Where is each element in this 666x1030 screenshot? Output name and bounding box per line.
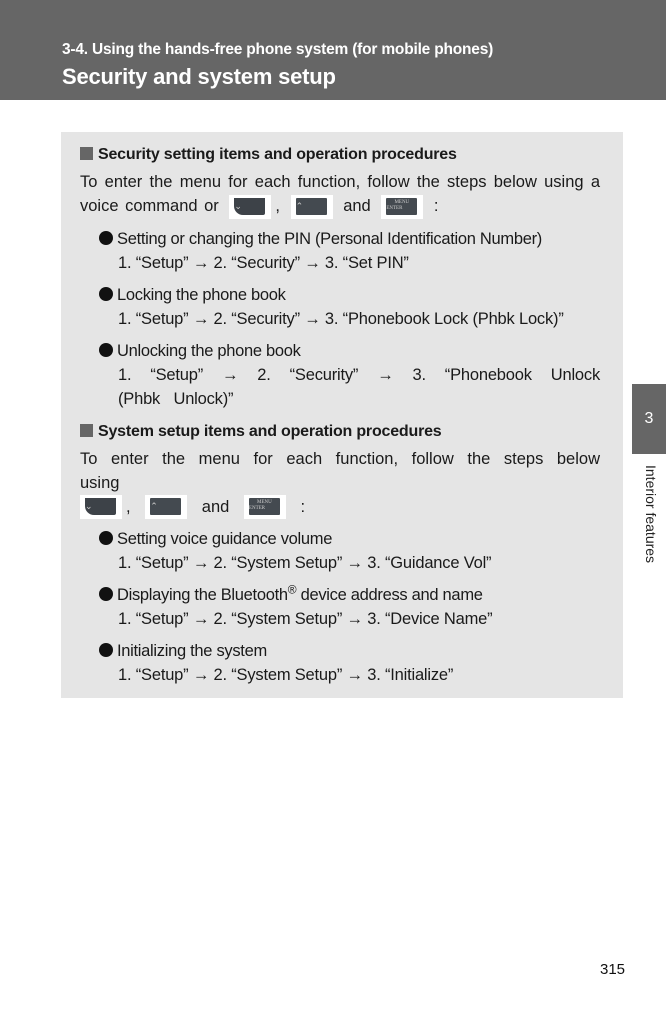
chevron-up-icon: ⌃	[150, 501, 158, 512]
section-title: 3-4. Using the hands-free phone system (for mobile phones)	[62, 41, 494, 58]
colon: :	[433, 197, 439, 215]
system-intro-text: To enter the menu for each function, follow the steps below using	[80, 449, 600, 492]
list-item	[99, 527, 600, 575]
item-label-rest: device address and name	[296, 586, 483, 605]
down-button-icon	[80, 495, 122, 519]
and-text: and	[343, 197, 371, 215]
list-item	[99, 283, 600, 331]
security-items	[99, 227, 600, 411]
list-item	[99, 583, 600, 631]
menu-enter-button-icon	[381, 195, 423, 219]
chevron-up-icon: ⌃	[295, 200, 304, 211]
chevron-down-icon: ⌄	[85, 501, 93, 512]
chapter-tab	[632, 384, 666, 454]
item-steps: 1. “Setup” → 2. “System Setup” → 3. “Guidance Vol”	[118, 554, 492, 573]
item-steps: 1. “Setup” → 2. “Security” → 3. “Set PIN”	[118, 253, 409, 272]
list-item	[99, 227, 600, 275]
and-text: and	[201, 497, 230, 516]
menu-enter-label: MENU ENTER	[248, 500, 272, 512]
page-header	[0, 0, 666, 100]
square-bullet-icon	[80, 424, 93, 437]
chapter-label: Interior features	[643, 465, 659, 564]
system-intro	[80, 447, 600, 520]
security-heading-text: Security setting items and operation procedures	[98, 146, 457, 163]
page-number: 315	[600, 961, 626, 978]
bullet-icon	[99, 231, 113, 245]
system-items	[99, 527, 600, 687]
page-title: Security and system setup	[62, 64, 336, 89]
comma: ,	[126, 497, 131, 516]
bullet-icon	[99, 287, 113, 301]
item-label: Setting voice guidance volume	[117, 530, 333, 549]
item-steps: 1. “Setup” → 2. “System Setup” → 3. “Device Name”	[118, 610, 493, 629]
item-steps: 1. “Setup” → 2. “System Setup” → 3. “Initialize”	[118, 666, 454, 685]
item-steps: 1. “Setup” → 2. “Security” → 3. “Phonebook Lock (Phbk Lock)”	[118, 309, 564, 328]
bullet-icon	[99, 531, 113, 545]
system-heading	[80, 420, 600, 444]
bullet-icon	[99, 587, 113, 601]
security-heading	[80, 143, 600, 167]
chapter-number: 3	[644, 410, 654, 427]
list-item	[99, 339, 600, 411]
content	[80, 142, 600, 687]
bullet-icon	[99, 643, 113, 657]
up-button-icon	[291, 195, 333, 219]
item-label: Displaying the Bluetooth	[117, 586, 288, 605]
colon: :	[300, 497, 306, 516]
item-label: Locking the phone book	[117, 285, 286, 304]
item-steps: 1. “Setup” → 2. “Security” → 3. “Phonebook Unlock (Phbk Unlock)”	[118, 365, 600, 408]
bullet-icon	[99, 343, 113, 357]
item-label: Unlocking the phone book	[117, 341, 301, 360]
registered-mark: ®	[287, 582, 297, 597]
item-label: Setting or changing the PIN (Personal Identification Number)	[117, 229, 542, 248]
chevron-down-icon: ⌄	[234, 200, 242, 211]
comma: ,	[275, 197, 280, 215]
up-button-icon	[145, 495, 187, 519]
security-intro	[80, 170, 600, 219]
list-item	[99, 639, 600, 687]
down-button-icon	[229, 195, 271, 219]
menu-enter-button-icon	[244, 495, 286, 519]
menu-enter-label: MENU ENTER	[386, 199, 410, 211]
system-heading-text: System setup items and operation procedures	[98, 422, 442, 440]
item-label: Initializing the system	[117, 642, 267, 661]
security-intro-text: To enter the menu for each function, follow the steps below using a voice command or	[80, 173, 600, 215]
square-bullet-icon	[80, 147, 93, 160]
